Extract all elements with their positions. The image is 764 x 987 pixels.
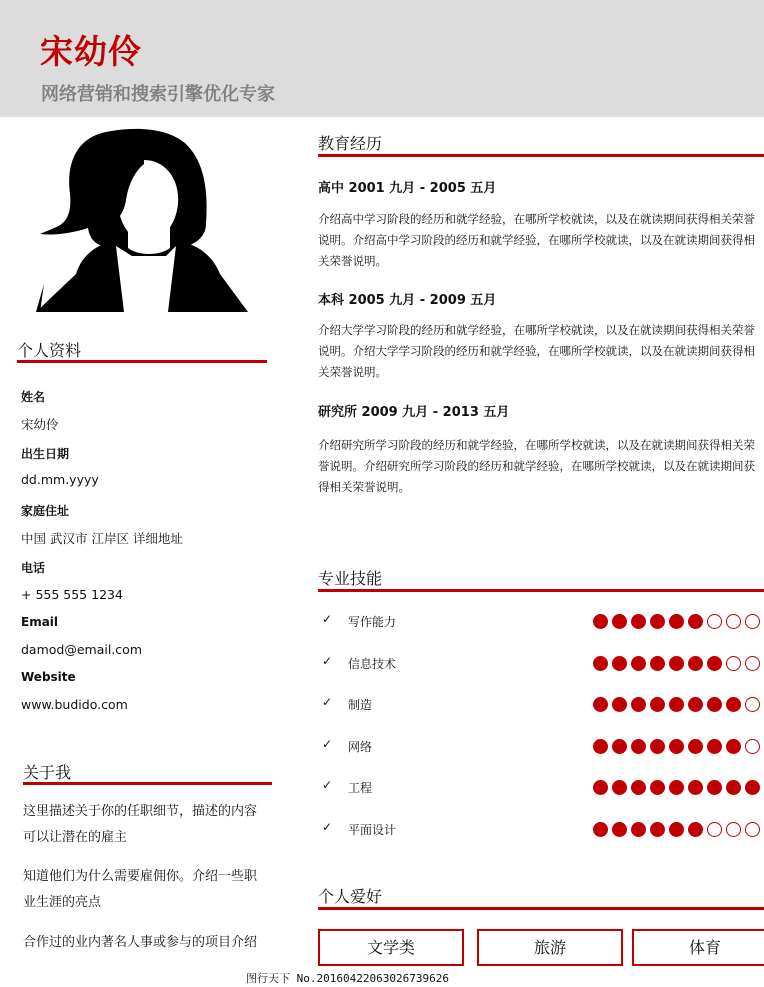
skill-rating (593, 780, 760, 795)
filled-dot-icon (631, 739, 646, 754)
empty-dot-icon (745, 697, 760, 712)
check-icon: ✓ (322, 654, 333, 668)
empty-dot-icon (707, 822, 722, 837)
about-divider (23, 782, 272, 785)
filled-dot-icon (726, 780, 741, 795)
skill-row (322, 695, 764, 715)
skill-rating (593, 697, 760, 712)
filled-dot-icon (650, 822, 665, 837)
about-paragraph: 知道他们为什么需要雇佣你。介绍一些职业生涯的亮点 (23, 869, 258, 910)
skill-label: 平面设计 (348, 823, 397, 837)
filled-dot-icon (593, 780, 608, 795)
name-label: 姓名 (21, 390, 46, 404)
filled-dot-icon (707, 780, 722, 795)
skill-row (322, 654, 764, 674)
empty-dot-icon (707, 614, 722, 629)
filled-dot-icon (669, 780, 684, 795)
hobbies-divider (318, 907, 764, 910)
about-section-title: 关于我 (23, 763, 72, 782)
filled-dot-icon (593, 656, 608, 671)
hobby-tag: 旅游 (477, 929, 623, 966)
filled-dot-icon (593, 614, 608, 629)
filled-dot-icon (631, 656, 646, 671)
about-paragraph: 这里描述关于你的任职细节，描述的内容可以让潜在的雇主 (23, 804, 258, 845)
address-value: 中国 武汉市 江岸区 详细地址 (21, 531, 183, 546)
email-value: damod@email.com (21, 642, 142, 657)
skill-row (322, 778, 764, 798)
candidate-title: 网络营销和搜索引擎优化专家 (41, 84, 275, 105)
skill-label: 网络 (348, 740, 373, 754)
skills-section-title: 专业技能 (318, 569, 383, 588)
profile-divider (17, 360, 267, 363)
empty-dot-icon (745, 739, 760, 754)
filled-dot-icon (707, 697, 722, 712)
filled-dot-icon (688, 614, 703, 629)
education-heading: 本科 2005 九月 - 2009 五月 (318, 293, 497, 308)
skill-row (322, 820, 764, 840)
filled-dot-icon (669, 614, 684, 629)
about-paragraph: 合作过的业内著名人事或参与的项目介绍 (23, 935, 258, 950)
filled-dot-icon (631, 614, 646, 629)
website-value: www.budido.com (21, 697, 128, 712)
filled-dot-icon (669, 656, 684, 671)
empty-dot-icon (745, 822, 760, 837)
filled-dot-icon (688, 822, 703, 837)
skill-label: 制造 (348, 698, 373, 712)
filled-dot-icon (593, 739, 608, 754)
check-icon: ✓ (322, 737, 333, 751)
filled-dot-icon (650, 780, 665, 795)
hobby-tag: 体育 (632, 929, 764, 966)
phone-value: + 555 555 1234 (21, 587, 123, 602)
education-heading: 研究所 2009 九月 - 2013 五月 (318, 405, 510, 420)
filled-dot-icon (688, 739, 703, 754)
filled-dot-icon (650, 614, 665, 629)
filled-dot-icon (612, 656, 627, 671)
education-section-title: 教育经历 (318, 134, 383, 153)
filled-dot-icon (726, 739, 741, 754)
filled-dot-icon (631, 780, 646, 795)
filled-dot-icon (688, 697, 703, 712)
filled-dot-icon (612, 822, 627, 837)
filled-dot-icon (688, 656, 703, 671)
filled-dot-icon (612, 739, 627, 754)
education-heading: 高中 2001 九月 - 2005 五月 (318, 181, 497, 196)
skills-divider (318, 589, 764, 592)
skill-row (322, 737, 764, 757)
empty-dot-icon (745, 614, 760, 629)
filled-dot-icon (593, 697, 608, 712)
check-icon: ✓ (322, 820, 333, 834)
check-icon: ✓ (322, 778, 333, 792)
filled-dot-icon (669, 697, 684, 712)
birthdate-label: 出生日期 (21, 447, 70, 461)
watermark-text: 图行天下 No.20160422063026739626 (246, 972, 449, 985)
skill-rating (593, 656, 760, 671)
website-label: Website (21, 670, 76, 684)
filled-dot-icon (650, 739, 665, 754)
filled-dot-icon (593, 822, 608, 837)
empty-dot-icon (745, 656, 760, 671)
filled-dot-icon (612, 697, 627, 712)
skill-label: 写作能力 (348, 615, 397, 629)
hobby-tag: 文学类 (318, 929, 464, 966)
address-label: 家庭住址 (21, 504, 70, 518)
skill-rating (593, 614, 760, 629)
filled-dot-icon (650, 656, 665, 671)
birthdate-value: dd.mm.yyyy (21, 472, 99, 487)
skill-rating (593, 822, 760, 837)
filled-dot-icon (688, 780, 703, 795)
skill-label: 工程 (348, 781, 373, 795)
filled-dot-icon (650, 697, 665, 712)
skill-row (322, 612, 764, 632)
hobbies-section-title: 个人爱好 (318, 887, 383, 906)
filled-dot-icon (707, 739, 722, 754)
phone-label: 电话 (21, 561, 46, 575)
avatar-icon (36, 124, 248, 312)
filled-dot-icon (612, 780, 627, 795)
filled-dot-icon (726, 697, 741, 712)
check-icon: ✓ (322, 695, 333, 709)
profile-section-title: 个人资料 (17, 341, 82, 360)
filled-dot-icon (631, 822, 646, 837)
filled-dot-icon (631, 697, 646, 712)
skill-label: 信息技术 (348, 657, 397, 671)
candidate-name: 宋幼伶 (40, 32, 142, 71)
filled-dot-icon (707, 656, 722, 671)
email-label: Email (21, 615, 59, 629)
education-divider (318, 154, 764, 157)
filled-dot-icon (669, 739, 684, 754)
education-description: 介绍研究所学习阶段的经历和就学经验，在哪所学校就读，以及在就读期间获得相关荣誉说明。介绍研究所学习阶段的经历和就学经验，在哪所学校就读，以及在就读期间获得相关荣誉说明。 (318, 438, 755, 494)
filled-dot-icon (745, 780, 760, 795)
education-description: 介绍大学学习阶段的经历和就学经验，在哪所学校就读，以及在就读期间获得相关荣誉说明。介绍大学学习阶段的经历和就学经验，在哪所学校就读，以及在就读期间获得相关荣誉说明。 (318, 323, 755, 379)
filled-dot-icon (669, 822, 684, 837)
skill-rating (593, 739, 760, 754)
empty-dot-icon (726, 614, 741, 629)
check-icon: ✓ (322, 612, 333, 626)
filled-dot-icon (612, 614, 627, 629)
education-description: 介绍高中学习阶段的经历和就学经验，在哪所学校就读，以及在就读期间获得相关荣誉说明。介绍高中学习阶段的经历和就学经验，在哪所学校就读，以及在就读期间获得相关荣誉说明。 (318, 212, 755, 268)
empty-dot-icon (726, 822, 741, 837)
empty-dot-icon (726, 656, 741, 671)
name-value: 宋幼伶 (21, 417, 59, 432)
